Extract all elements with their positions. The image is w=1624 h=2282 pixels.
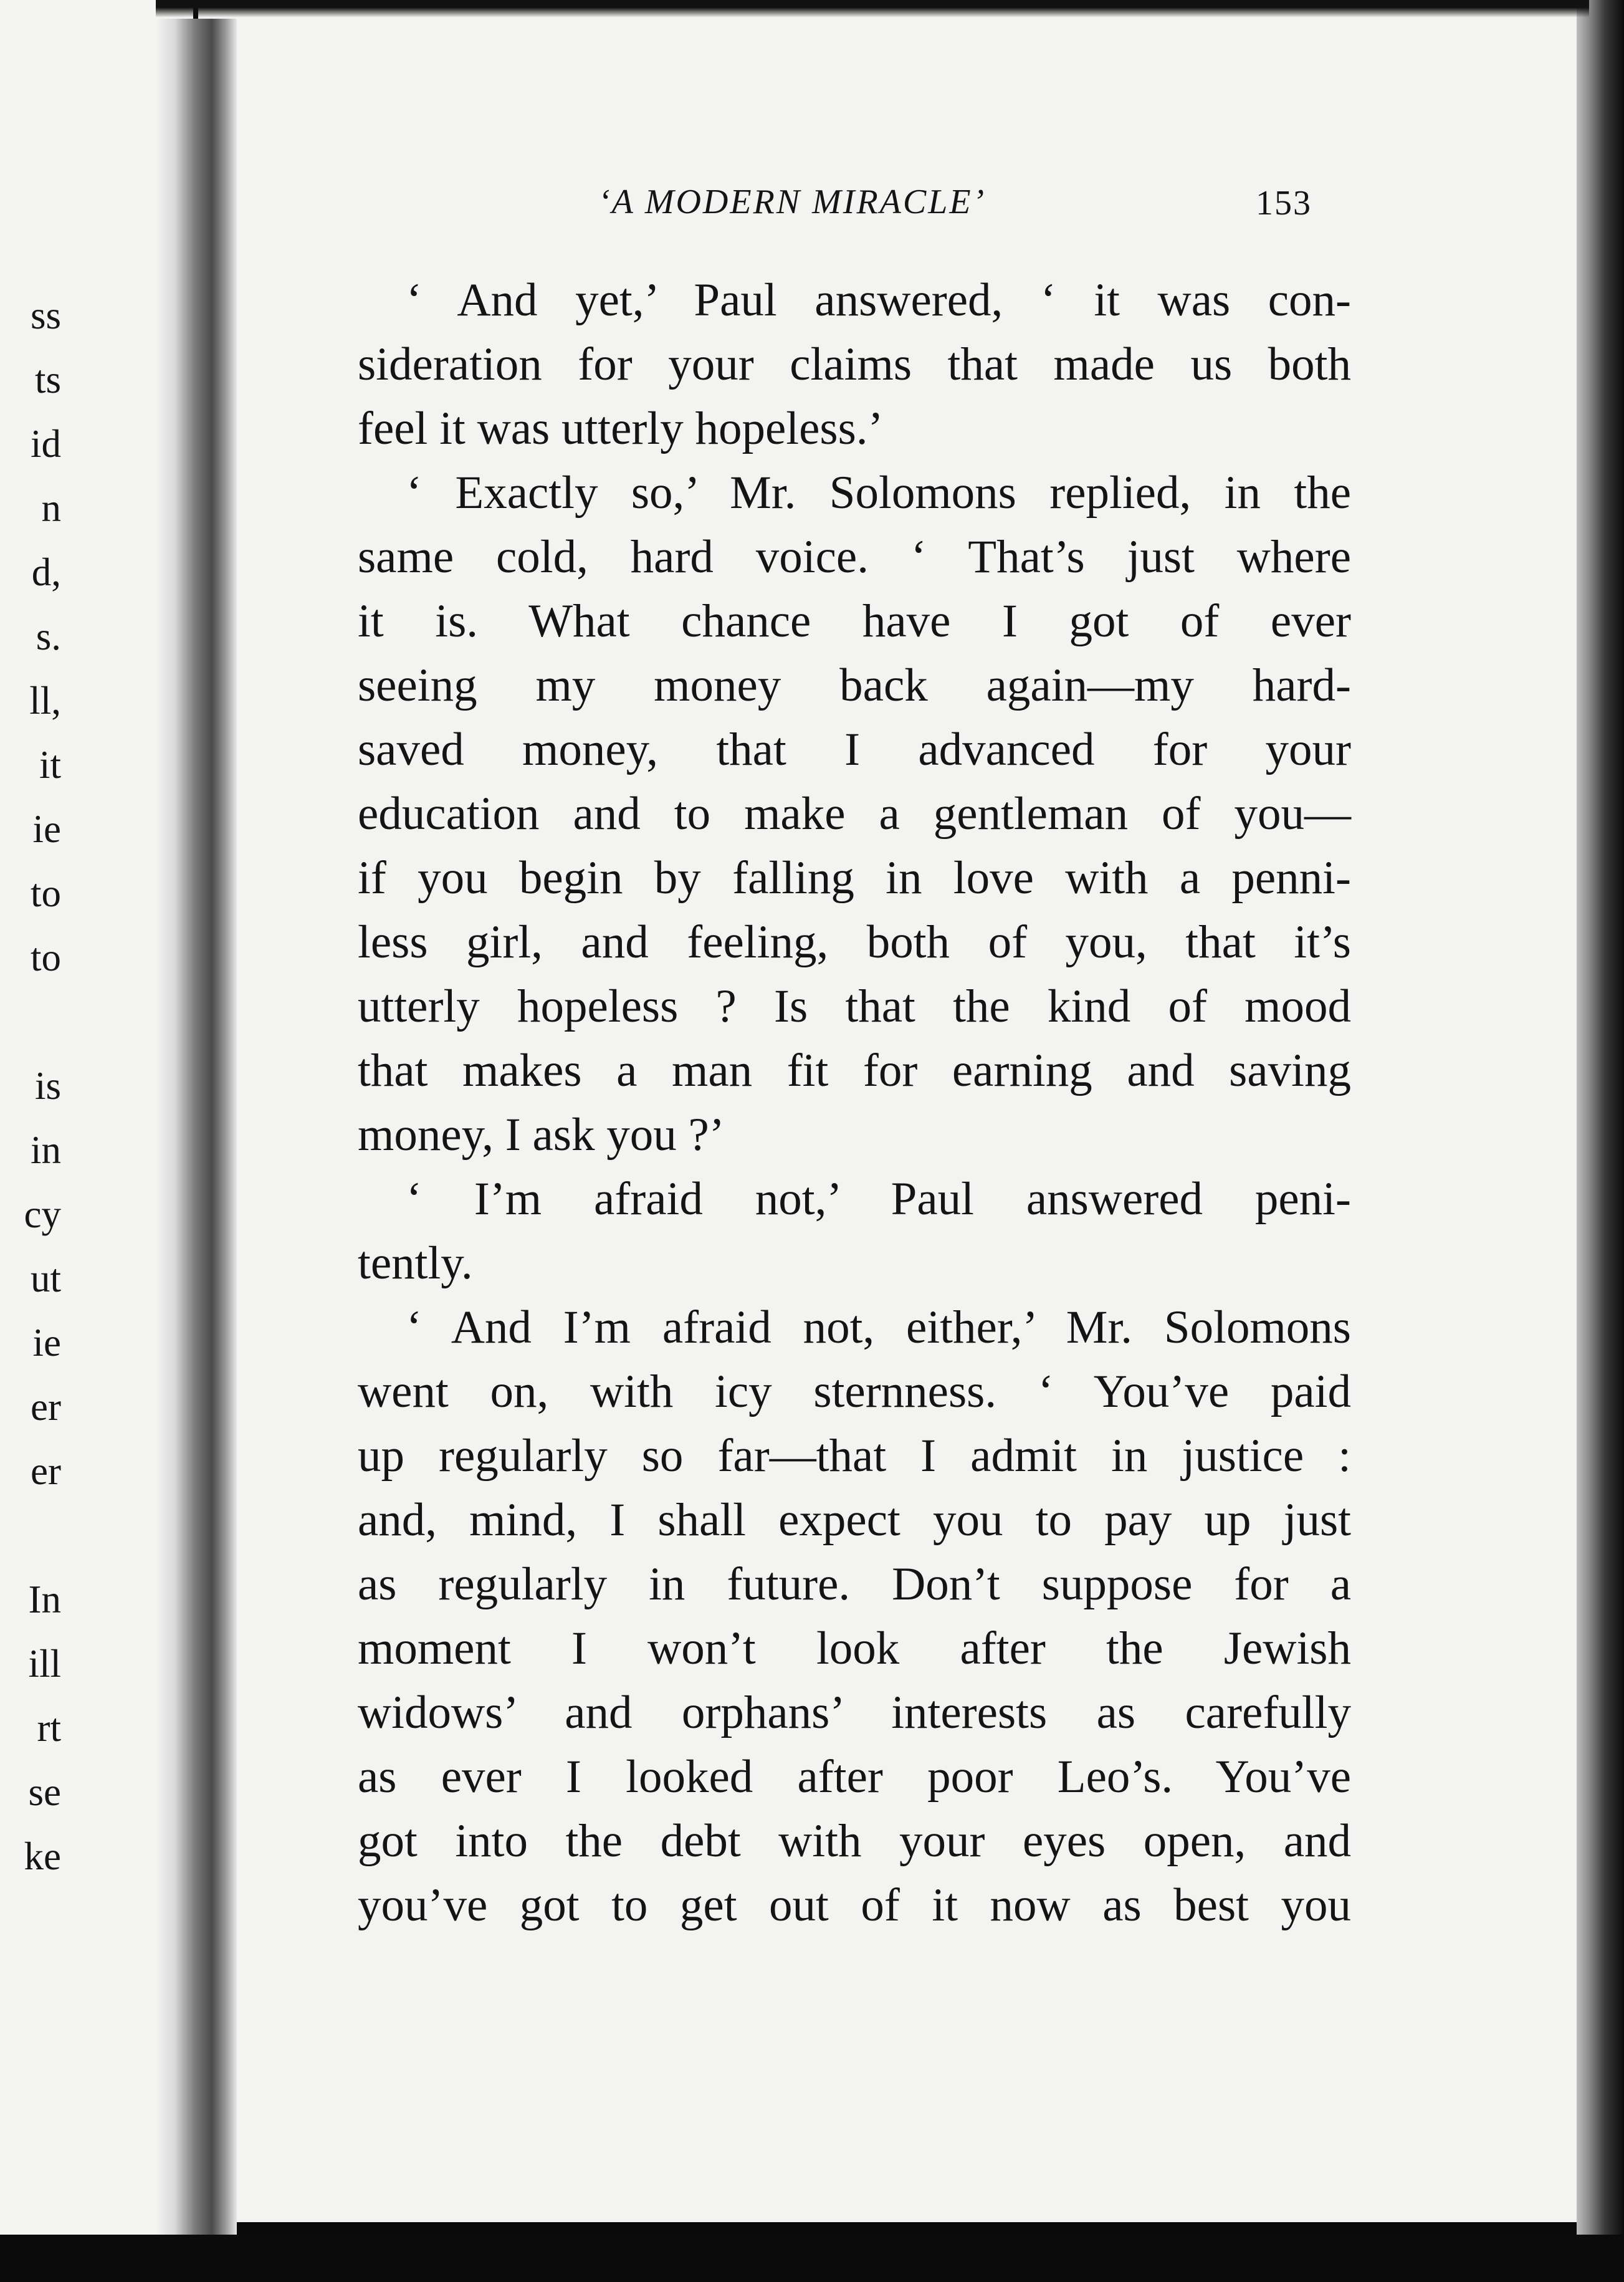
left-fragment: n <box>41 486 61 530</box>
text-line: seeing my money back again—my hard- <box>358 659 1351 711</box>
left-fragment <box>0 1503 61 1568</box>
left-fragment: it <box>39 743 61 787</box>
left-fragment: In <box>28 1578 61 1621</box>
left-fragment: se <box>28 1770 61 1814</box>
text-line: education and to make a gentleman of you— <box>358 788 1351 840</box>
left-fragment: to <box>30 936 61 979</box>
left-fragment: rt <box>37 1706 61 1750</box>
text-line: you’ve got to get out of it now as best you <box>358 1879 1351 1931</box>
text-line: widows’ and orphans’ interests as carefully <box>358 1687 1351 1738</box>
left-fragment: er <box>31 1449 61 1493</box>
text-line: and, mind, I shall expect you to pay up just <box>358 1494 1351 1546</box>
text-line: sideration for your claims that made us both <box>358 338 1351 390</box>
left-fragment: ts <box>34 358 61 401</box>
text-line: if you begin by falling in love with a penni- <box>358 852 1351 904</box>
book-gutter-shadow <box>156 19 237 2238</box>
left-fragment: er <box>31 1385 61 1429</box>
right-page-edge-shadow <box>1577 0 1624 2244</box>
body-text <box>358 268 1351 1937</box>
left-fragment: cy <box>24 1192 61 1236</box>
text-line: saved money, that I advanced for your <box>358 724 1351 775</box>
text-line: went on, with icy sternness. ‘ You’ve paid <box>358 1366 1351 1417</box>
text-line: as ever I looked after poor Leo’s. You’ve <box>358 1751 1351 1803</box>
text-line: ‘ And yet,’ Paul answered, ‘ it was con- <box>406 274 1351 326</box>
left-fragment: ut <box>30 1257 61 1300</box>
text-line: ‘ Exactly so,’ Mr. Solomons replied, in the <box>406 467 1351 519</box>
text-line: same cold, hard voice. ‘ That’s just where <box>358 531 1351 583</box>
text-line: feel it was utterly hopeless.’ <box>358 403 884 454</box>
top-scan-border <box>156 0 1589 17</box>
left-fragment: is <box>34 1064 61 1108</box>
left-fragment <box>0 990 61 1054</box>
left-page-text-fragments <box>0 284 61 1889</box>
left-fragment: ie <box>32 1321 61 1364</box>
left-fragment: id <box>30 422 61 466</box>
text-line: up regularly so far—that I admit in justice : <box>358 1430 1351 1482</box>
left-fragment: ill <box>28 1642 61 1685</box>
page-number: 153 <box>1256 184 1312 223</box>
page-title: ‘A MODERN MIRACLE’ <box>598 183 986 221</box>
text-line: ‘ And I’m afraid not, either,’ Mr. Solomons <box>406 1302 1351 1353</box>
left-fragment: in <box>30 1128 61 1172</box>
text-line: it is. What chance have I got of ever <box>358 595 1351 647</box>
bottom-scan-border <box>0 2235 1624 2282</box>
text-line: utterly hopeless ? Is that the kind of mood <box>358 980 1351 1032</box>
left-fragment: d, <box>31 550 61 594</box>
text-line: as regularly in future. Don’t suppose for a <box>358 1558 1351 1610</box>
text-line: that makes a man fit for earning and saving <box>358 1045 1351 1096</box>
left-fragment: ll, <box>29 679 61 722</box>
running-header <box>598 182 1334 232</box>
text-line: got into the debt with your eyes open, and <box>358 1815 1351 1867</box>
left-fragment: ke <box>24 1834 61 1878</box>
left-fragment: to <box>30 871 61 915</box>
left-fragment: ie <box>32 807 61 851</box>
text-line: less girl, and feeling, both of you, that it’s <box>358 916 1351 968</box>
text-line: tently. <box>358 1237 473 1289</box>
left-fragment: s. <box>36 615 61 658</box>
text-line: moment I won’t look after the Jewish <box>358 1623 1351 1674</box>
text-line: ‘ I’m afraid not,’ Paul answered peni- <box>406 1173 1351 1225</box>
left-fragment: ss <box>30 294 61 337</box>
text-line: money, I ask you ?’ <box>358 1109 725 1161</box>
